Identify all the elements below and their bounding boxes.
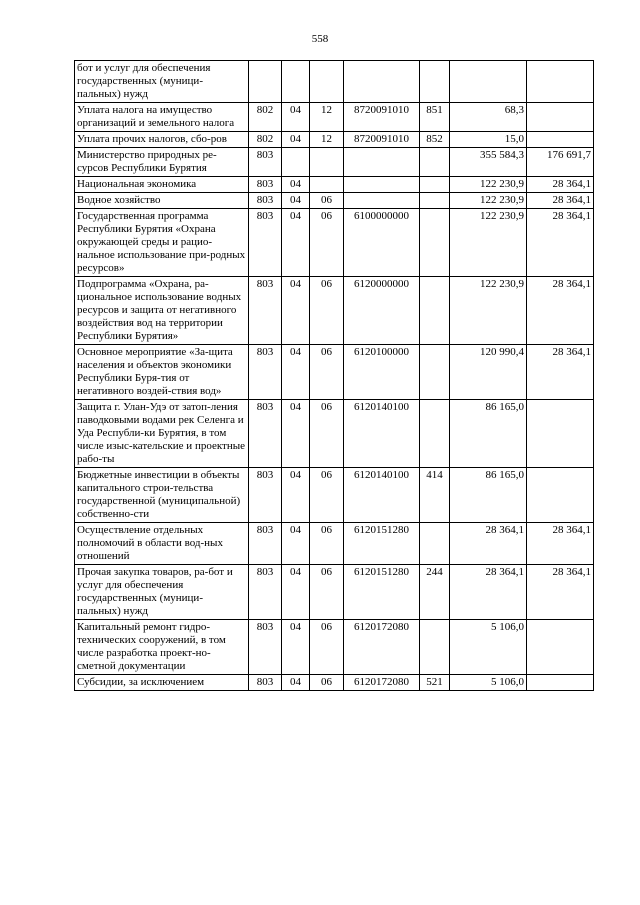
cell-name: Субсидии, за исключением xyxy=(75,675,249,691)
cell-target: 6120100000 xyxy=(344,345,420,400)
cell-ministry: 803 xyxy=(249,675,282,691)
cell-subsection: 06 xyxy=(310,345,344,400)
cell-amount: 86 165,0 xyxy=(450,400,527,468)
cell-name: Министерство природных ре-сурсов Республики Бурятия xyxy=(75,148,249,177)
cell-amount: 28 364,1 xyxy=(450,565,527,620)
cell-subsection: 06 xyxy=(310,400,344,468)
cell-amount xyxy=(450,61,527,103)
cell-target xyxy=(344,177,420,193)
cell-section: 04 xyxy=(282,177,310,193)
table-row xyxy=(75,400,594,468)
cell-subsection: 06 xyxy=(310,523,344,565)
cell-expense xyxy=(420,345,450,400)
cell-expense xyxy=(420,209,450,277)
cell-target: 8720091010 xyxy=(344,103,420,132)
cell-subsection: 06 xyxy=(310,468,344,523)
cell-ministry: 802 xyxy=(249,103,282,132)
cell-name: Основное мероприятие «За-щита населения и объектов экономики Республики Буря-тия от негативного воздей-ствия вод» xyxy=(75,345,249,400)
cell-subsection: 06 xyxy=(310,620,344,675)
cell-section: 04 xyxy=(282,675,310,691)
cell-ministry: 803 xyxy=(249,193,282,209)
cell-amount2: 28 364,1 xyxy=(527,209,594,277)
table-row xyxy=(75,61,594,103)
cell-subsection: 06 xyxy=(310,209,344,277)
cell-ministry: 803 xyxy=(249,177,282,193)
cell-name: Бюджетные инвестиции в объекты капитального строи-тельства государственной (муниципальной) собственно-сти xyxy=(75,468,249,523)
cell-expense: 244 xyxy=(420,565,450,620)
budget-table xyxy=(74,60,594,691)
cell-amount: 86 165,0 xyxy=(450,468,527,523)
cell-section: 04 xyxy=(282,523,310,565)
cell-amount: 122 230,9 xyxy=(450,177,527,193)
cell-name: Уплата налога на имущество организаций и земельного налога xyxy=(75,103,249,132)
cell-ministry: 803 xyxy=(249,148,282,177)
cell-amount: 5 106,0 xyxy=(450,620,527,675)
cell-target: 6120172080 xyxy=(344,620,420,675)
cell-section: 04 xyxy=(282,468,310,523)
cell-expense xyxy=(420,61,450,103)
cell-section: 04 xyxy=(282,400,310,468)
cell-amount2 xyxy=(527,132,594,148)
table-row xyxy=(75,565,594,620)
page-number: 558 xyxy=(311,33,329,45)
cell-expense xyxy=(420,193,450,209)
cell-ministry: 803 xyxy=(249,345,282,400)
cell-amount: 122 230,9 xyxy=(450,193,527,209)
cell-amount: 120 990,4 xyxy=(450,345,527,400)
cell-amount: 122 230,9 xyxy=(450,209,527,277)
cell-section xyxy=(282,61,310,103)
cell-ministry: 803 xyxy=(249,523,282,565)
table-row xyxy=(75,277,594,345)
cell-expense xyxy=(420,177,450,193)
table-row xyxy=(75,523,594,565)
cell-target: 6100000000 xyxy=(344,209,420,277)
table-row xyxy=(75,132,594,148)
cell-name: бот и услуг для обеспечения государственных (муници-пальных) нужд xyxy=(75,61,249,103)
cell-amount2: 176 691,7 xyxy=(527,148,594,177)
cell-amount2 xyxy=(527,675,594,691)
cell-name: Капитальный ремонт гидро-технических сооружений, в том числе разработка проект-но-сметной документации xyxy=(75,620,249,675)
cell-section: 04 xyxy=(282,209,310,277)
cell-amount: 355 584,3 xyxy=(450,148,527,177)
cell-ministry xyxy=(249,61,282,103)
cell-section: 04 xyxy=(282,277,310,345)
cell-name: Подпрограмма «Охрана, ра-циональное использование водных ресурсов и защита от негативного воздействия вод на территории Республики Бурятия» xyxy=(75,277,249,345)
cell-amount: 15,0 xyxy=(450,132,527,148)
cell-expense: 851 xyxy=(420,103,450,132)
cell-subsection xyxy=(310,61,344,103)
cell-expense xyxy=(420,277,450,345)
cell-amount2 xyxy=(527,103,594,132)
cell-section: 04 xyxy=(282,565,310,620)
cell-amount2: 28 364,1 xyxy=(527,277,594,345)
cell-amount2: 28 364,1 xyxy=(527,565,594,620)
cell-amount2 xyxy=(527,400,594,468)
cell-name: Национальная экономика xyxy=(75,177,249,193)
cell-target: 6120151280 xyxy=(344,523,420,565)
table-row xyxy=(75,193,594,209)
cell-amount2: 28 364,1 xyxy=(527,193,594,209)
table-row xyxy=(75,148,594,177)
cell-subsection: 12 xyxy=(310,103,344,132)
cell-name: Водное хозяйство xyxy=(75,193,249,209)
cell-ministry: 803 xyxy=(249,209,282,277)
cell-amount: 122 230,9 xyxy=(450,277,527,345)
cell-amount2 xyxy=(527,620,594,675)
cell-subsection: 12 xyxy=(310,132,344,148)
cell-subsection: 06 xyxy=(310,675,344,691)
cell-section xyxy=(282,148,310,177)
cell-expense: 521 xyxy=(420,675,450,691)
table-row xyxy=(75,468,594,523)
table-row xyxy=(75,177,594,193)
cell-amount: 68,3 xyxy=(450,103,527,132)
cell-name: Осуществление отдельных полномочий в области вод-ных отношений xyxy=(75,523,249,565)
cell-subsection xyxy=(310,148,344,177)
cell-amount2 xyxy=(527,61,594,103)
cell-ministry: 803 xyxy=(249,565,282,620)
cell-expense: 852 xyxy=(420,132,450,148)
cell-section: 04 xyxy=(282,132,310,148)
cell-subsection xyxy=(310,177,344,193)
cell-expense xyxy=(420,400,450,468)
table-row xyxy=(75,345,594,400)
cell-expense: 414 xyxy=(420,468,450,523)
cell-target: 6120000000 xyxy=(344,277,420,345)
table-row xyxy=(75,209,594,277)
cell-amount: 5 106,0 xyxy=(450,675,527,691)
cell-target: 6120151280 xyxy=(344,565,420,620)
cell-target: 6120172080 xyxy=(344,675,420,691)
cell-amount2: 28 364,1 xyxy=(527,345,594,400)
cell-ministry: 802 xyxy=(249,132,282,148)
cell-ministry: 803 xyxy=(249,400,282,468)
cell-name: Государственная программа Республики Бурятия «Охрана окружающей среды и рацио-нальное использование при-родных ресурсов» xyxy=(75,209,249,277)
cell-target: 8720091010 xyxy=(344,132,420,148)
table-row xyxy=(75,675,594,691)
cell-expense xyxy=(420,148,450,177)
cell-section: 04 xyxy=(282,193,310,209)
cell-amount: 28 364,1 xyxy=(450,523,527,565)
cell-section: 04 xyxy=(282,345,310,400)
cell-name: Уплата прочих налогов, сбо-ров xyxy=(75,132,249,148)
cell-subsection: 06 xyxy=(310,277,344,345)
cell-target: 6120140100 xyxy=(344,468,420,523)
cell-target xyxy=(344,193,420,209)
cell-section: 04 xyxy=(282,103,310,132)
cell-amount2: 28 364,1 xyxy=(527,523,594,565)
cell-name: Прочая закупка товаров, ра-бот и услуг для обеспечения государственных (муници-пальных) нужд xyxy=(75,565,249,620)
cell-target: 6120140100 xyxy=(344,400,420,468)
cell-ministry: 803 xyxy=(249,277,282,345)
cell-target xyxy=(344,61,420,103)
cell-expense xyxy=(420,620,450,675)
cell-subsection: 06 xyxy=(310,565,344,620)
cell-subsection: 06 xyxy=(310,193,344,209)
cell-amount2: 28 364,1 xyxy=(527,177,594,193)
table-row xyxy=(75,103,594,132)
cell-expense xyxy=(420,523,450,565)
cell-ministry: 803 xyxy=(249,468,282,523)
cell-ministry: 803 xyxy=(249,620,282,675)
cell-section: 04 xyxy=(282,620,310,675)
cell-target xyxy=(344,148,420,177)
table-row xyxy=(75,620,594,675)
cell-amount2 xyxy=(527,468,594,523)
cell-name: Защита г. Улан-Удэ от затоп-ления паводковыми водами рек Селенга и Уда Республи-ки Бурятия, в том числе изыс-кательские и проектные рабо-ты xyxy=(75,400,249,468)
